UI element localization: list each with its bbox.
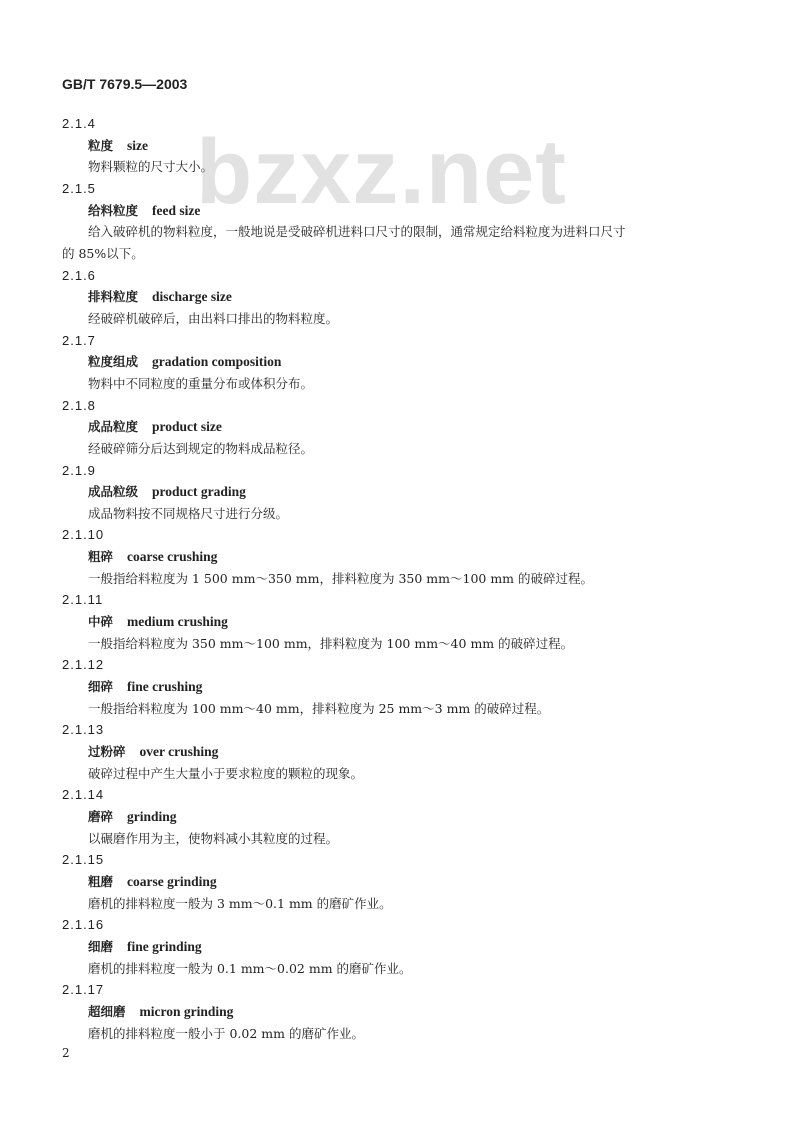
term-english: feed size: [152, 202, 201, 218]
term-entry: [62, 979, 722, 1044]
term-english: over crushing: [139, 744, 219, 760]
term-english: gradation composition: [152, 354, 282, 370]
term-chinese: 细碎: [88, 679, 114, 695]
terms-list: [62, 113, 722, 1044]
term-english: medium crushing: [127, 614, 228, 630]
term-definition: 物料颗粒的尺寸大小。: [88, 159, 214, 175]
term-definition: 给入破碎机的物料粒度，一般地说是受破碎机进料口尺寸的限制，通常规定给料粒度为进料口尺寸: [88, 224, 626, 240]
term-chinese: 粗磨: [88, 873, 114, 889]
clause-number: 2.1.9: [62, 462, 96, 478]
term-chinese: 中碎: [88, 614, 114, 630]
term-entry: [62, 784, 722, 849]
term-heading: [62, 135, 722, 157]
term-chinese: 过粉碎: [88, 744, 126, 760]
term-english: fine grinding: [127, 938, 202, 954]
term-entry: [62, 330, 722, 395]
term-definition: 磨机的排料粒度一般为 3 mm～0.1 mm 的磨矿作业。: [88, 895, 392, 911]
term-chinese: 成品粒级: [88, 484, 139, 500]
page-number: 2: [62, 1046, 70, 1060]
clause-number: 2.1.12: [62, 657, 105, 673]
term-definition: 物料中不同粒度的重量分布或体积分布。: [88, 375, 314, 391]
term-entry: [62, 524, 722, 589]
clause-number: 2.1.6: [62, 267, 96, 283]
term-chinese: 超细磨: [88, 1003, 126, 1019]
term-chinese: 排料粒度: [88, 289, 139, 305]
term-english: product size: [152, 419, 222, 435]
term-english: fine crushing: [127, 679, 203, 695]
term-heading: [62, 871, 722, 893]
term-english: coarse grinding: [127, 873, 217, 889]
term-entry: [62, 178, 722, 265]
term-english: size: [127, 137, 149, 153]
term-definition: 一般指给料粒度为 1 500 mm～350 mm，排料粒度为 350 mm～100 mm 的破碎过程。: [88, 570, 593, 586]
clause-number: 2.1.8: [62, 397, 96, 413]
term-definition: 经破碎筛分后达到规定的物料成品粒径。: [88, 440, 314, 456]
term-heading: [62, 546, 722, 568]
term-entry: [62, 914, 722, 979]
clause-number: 2.1.14: [62, 787, 105, 803]
term-chinese: 磨碎: [88, 809, 114, 824]
term-heading: [62, 676, 722, 698]
term-entry: [62, 460, 722, 525]
term-heading: [62, 936, 722, 958]
clause-number: 2.1.15: [62, 852, 105, 868]
term-entry: [62, 113, 722, 178]
term-definition: 一般指给料粒度为 100 mm～40 mm，排料粒度为 25 mm～3 mm 的破碎过程。: [88, 700, 550, 716]
clause-number: 2.1.4: [62, 116, 96, 131]
term-definition: 成品物料按不同规格尺寸进行分级。: [88, 505, 289, 521]
term-definition: 磨机的排料粒度一般为 0.1 mm～0.02 mm 的磨矿作业。: [88, 960, 412, 976]
term-entry: [62, 395, 722, 460]
clause-number: 2.1.17: [62, 982, 105, 998]
term-definition-continued: 的 85%以下。: [62, 245, 144, 261]
term-definition: 破碎过程中产生大量小于要求粒度的颗粒的现象。: [88, 765, 364, 781]
standard-number-header: GB/T 7679.5—2003: [62, 76, 188, 92]
term-heading: [62, 286, 722, 308]
term-heading: [62, 1001, 722, 1023]
term-chinese: 成品粒度: [88, 419, 139, 435]
term-heading: [62, 416, 722, 438]
watermark: bzxz.net: [196, 121, 567, 223]
term-definition: 经破碎机破碎后，由出料口排出的物料粒度。: [88, 310, 339, 326]
term-entry: [62, 654, 722, 719]
term-entry: [62, 265, 722, 330]
term-chinese: 粒度: [88, 137, 114, 153]
term-english: discharge size: [152, 289, 232, 305]
term-entry: [62, 589, 722, 654]
clause-number: 2.1.10: [62, 527, 105, 543]
term-chinese: 粒度组成: [88, 354, 139, 370]
term-english: coarse crushing: [127, 549, 218, 565]
term-definition: 以碾磨作用为主，使物料减小其粒度的过程。: [88, 830, 339, 846]
clause-number: 2.1.5: [62, 180, 96, 196]
term-chinese: 细磨: [88, 938, 114, 954]
term-english: product grading: [152, 484, 246, 500]
term-english: micron grinding: [139, 1003, 234, 1019]
term-heading: [62, 200, 722, 222]
clause-number: 2.1.13: [62, 722, 105, 738]
clause-number: 2.1.16: [62, 917, 105, 933]
term-definition: 一般指给料粒度为 350 mm～100 mm，排料粒度为 100 mm～40 mm 的破碎过程。: [88, 635, 574, 651]
term-definition: 磨机的排料粒度一般小于 0.02 mm 的磨矿作业。: [88, 1025, 364, 1041]
term-heading: [62, 741, 722, 763]
term-heading: [62, 806, 722, 828]
clause-number: 2.1.7: [62, 332, 96, 348]
term-heading: [62, 481, 722, 503]
term-english: grinding: [127, 809, 177, 824]
term-chinese: 给料粒度: [88, 202, 139, 218]
term-entry: [62, 719, 722, 784]
term-chinese: 粗碎: [88, 549, 114, 565]
clause-number: 2.1.11: [62, 592, 104, 608]
term-heading: [62, 351, 722, 373]
term-heading: [62, 611, 722, 633]
term-entry: [62, 849, 722, 914]
